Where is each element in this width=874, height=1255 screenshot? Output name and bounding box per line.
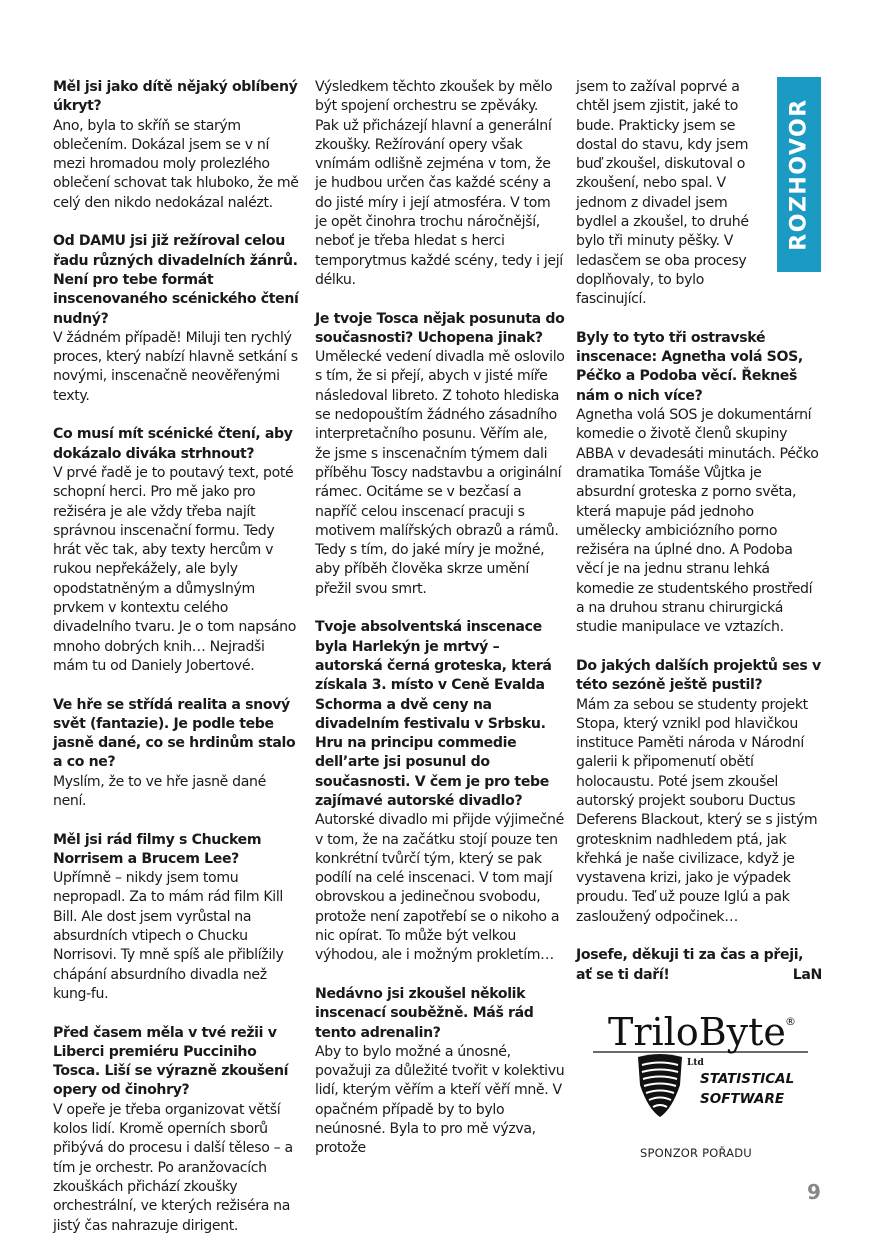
question: Ve hře se střídá realita a snový svět (fantazie). Je podle tebe jasně dané, co se hrdinům stalo a co ne? <box>53 696 296 771</box>
trilobite-logo-icon <box>590 1005 830 1135</box>
question: Do jakých dalších projektů ses v této sezóně ještě pustil? <box>576 657 821 694</box>
answer: Aby to bylo možné a únosné, považuji za důležité tvořit v kolektivu lidí, kterým věřím a kteří věří mně. V opačném případě by to bylo neúnosné. Byla to pro mě výzva, protože <box>315 1043 565 1157</box>
question: Od DAMU jsi již režíroval celou řadu různých divadelních žánrů. Není pro tebe formát inscenovaného scénického čtení nudný? <box>53 233 299 327</box>
question: Tvoje absolventská inscenace byla Harlekýn je mrtvý – autorská černá groteska, která získala 3. místo v Ceně Evalda Schorma a dvě ceny na divadelním festivalu v Srbsku. Hru na principu commedie dell’arte jsi posunul do současnosti. V čem je pro tebe zajímavé autorské divadlo? <box>315 619 552 809</box>
answer-continuation: jsem to zažíval poprvé a chtěl jsem zjistit, jaké to bude. Prakticky jsem se dostal do stavu, kdy jsem buď zkoušel, diskutoval o zkoušení, nebo spal. V jednom z divadel jsem bydlel a zkoušel, to druhé bylo tři minuty pěšky. V ledasčem se oba procesy doplňovaly, to bylo fascinující. <box>576 79 749 308</box>
qa-block <box>576 329 822 638</box>
question: Před časem měla v tvé režii v Liberci premiéru Pucciniho Tosca. Liší se výrazně zkoušení opery od činohry? <box>53 1024 289 1099</box>
question: Měl jsi jako dítě nějaký oblíbený úkryt? <box>53 79 298 115</box>
answer: Upřímně – nikdy jsem tomu nepropadl. Za to mám rád film Kill Bill. Ale dost jsem vyrůstal na absurdních vtipech o Chucku Norrisovi. Ty mně spíš ale přiblížily chápání absurdního divadla než kung-fu. <box>53 870 284 1002</box>
closing-remark <box>576 946 822 985</box>
logo-wordmark: TriloByte <box>608 1010 786 1054</box>
qa-block <box>53 425 303 676</box>
column-1 <box>53 78 303 1255</box>
qa-block <box>315 618 565 965</box>
trilobite-shield-icon <box>638 1054 682 1117</box>
sponsor-label: SPONZOR POŘADU <box>640 1146 752 1160</box>
question: Byly to tyto tři ostravské inscenace: Agnetha volá SOS, Péčko a Podoba věcí. Řekneš nám o nich více? <box>576 329 803 404</box>
sponsor-logo-trilobyte <box>590 1005 830 1135</box>
page-number: 9 <box>807 1180 821 1204</box>
qa-block <box>315 310 565 599</box>
logo-ltd: Ltd <box>687 1058 704 1068</box>
qa-block <box>53 232 303 406</box>
registered-mark: ® <box>785 1015 796 1028</box>
closing-text: Josefe, děkuji ti za čas a přeji, ať se ti daří! <box>576 947 804 983</box>
answer: Umělecké vedení divadla mě oslovilo s tím, že si přejí, abych v jisté míře následoval libreto. Z tohoto hlediska se nedopouštím žádného zásadního interpretačního posunu. Věřím ale, že jsme s inscenačním týmem dali příběhu Toscy nadstavbu a originální rámec. Ocitáme se v bezčasí a napříč celou inscenací pracuji s motivem malířských obrazů a rámů. Tedy s tím, do jaké míry je možné, aby příběh člověka skrze umění přežil svou smrt. <box>315 349 565 597</box>
answer: V žádném případě! Miluji ten rychlý proces, který nabízí hlavně setkání s novými, inscenačně neověřenými texty. <box>53 329 298 404</box>
qa-block <box>315 985 565 1159</box>
qa-block <box>53 696 303 812</box>
answer: Autorské divadlo mi přijde výjimečné v tom, že na začátku stojí pouze ten konkrétní tvůrčí tým, který se pak podílí na celé inscenaci. V tom mají obrovskou a jedinečnou svobodu, protože není zapotřebí se o nikoho a nic opírat. To může být velkou výhodou, ale i možným prokletím… <box>315 812 564 964</box>
answer-continuation: Výsledkem těchto zkoušek by mělo být spojení orchestru se zpěváky. Pak už přicházejí hlavní a generální zkoušky. Režírování opery však vnímám odlišně zejména v tom, že je hudbou určen čas každé scény a do jisté míry i její atmosféra. V tom je opět činohra trochu náročnější, neboť je třeba hledat s herci temporytmus každé scény, tedy i její délku. <box>315 79 563 288</box>
qa-block <box>53 78 303 213</box>
answer: Mám za sebou se studenty projekt Stopa, který vznikl pod hlavičkou instituce Paměti národa v Národní galerii k připomenutí obětí holocaustu. Poté jsem zkoušel autorský projekt souboru Ductus Deferens Blackout, který se s jistým grotesknim nadhledem ptá, jak křehká je naše civilizace, když je vystavena krizi, jako je výpadek proudu. Teď už pouze Iglú a pak zasloužený odpočinek… <box>576 696 818 925</box>
question: Nedávno jsi zkoušel několik inscenací souběžně. Máš rád tento adrenalin? <box>315 985 534 1041</box>
qa-block <box>576 657 822 927</box>
section-tag-label: ROZHOVOR <box>786 98 812 251</box>
logo-tagline-1: STATISTICAL <box>700 1071 795 1087</box>
column-2 <box>315 78 565 1178</box>
question: Měl jsi rád filmy s Chuckem Norrisem a Brucem Lee? <box>53 831 262 867</box>
answer: V prvé řadě je to poutavý text, poté schopní herci. Pro mě jako pro režiséra je ale vždy třeba najít správnou inscenační formu. Tedy hrát věc tak, aby texty hercům v rukou nepřekážely, ale byly opodstatněným a důmyslným prvkem v kontextu celého divadelního tvaru. Je o tom napsáno mnoho dobrých knih… Nejradši mám tu od Daniely Jobertové. <box>53 464 297 674</box>
qa-block <box>53 1024 303 1236</box>
continued-answer <box>576 78 766 310</box>
qa-block <box>53 831 303 1005</box>
question: Co musí mít scénické čtení, aby dokázalo diváka strhnout? <box>53 426 293 462</box>
author-signature: LaN <box>792 966 822 983</box>
answer: V opeře je třeba organizovat větší kolos lidí. Kromě operních sborů přibývá do procesu i další těleso – a tím je orchestr. Po aranžovacích zkouškách přichází zkoušky orchestrální, ve kterých režiséra na jistý čas nahrazuje dirigent. <box>53 1101 293 1234</box>
answer: Agnetha volá SOS je dokumentární komedie o životě členů skupiny ABBA v devadesáti minutách. Péčko dramatika Tomáše Vůjtka je absurdní groteska z porno světa, která mapuje pád jednoho umělecky ambiciózního porno režiséra na úplné dno. A Podoba věcí je na jednu stranu lehká komedie ze studentského prostředí a na druhou stranu chirurgická studie manipulace ve vztazích. <box>576 407 819 636</box>
column-3 <box>576 78 822 1004</box>
answer: Myslím, že to ve hře jasně dané není. <box>53 773 266 809</box>
logo-tagline-2: SOFTWARE <box>700 1091 785 1107</box>
answer: Ano, byla to skříň se starým oblečením. Dokázal jsem se v ní mezi hromadou moly prolezlého oblečení schovat tak hluboko, že mě celý den nikdo nedokázal nalézt. <box>53 117 299 211</box>
question: Je tvoje Tosca nějak posunuta do současnosti? Uchopena jinak? <box>315 310 565 346</box>
continued-answer <box>315 78 565 290</box>
